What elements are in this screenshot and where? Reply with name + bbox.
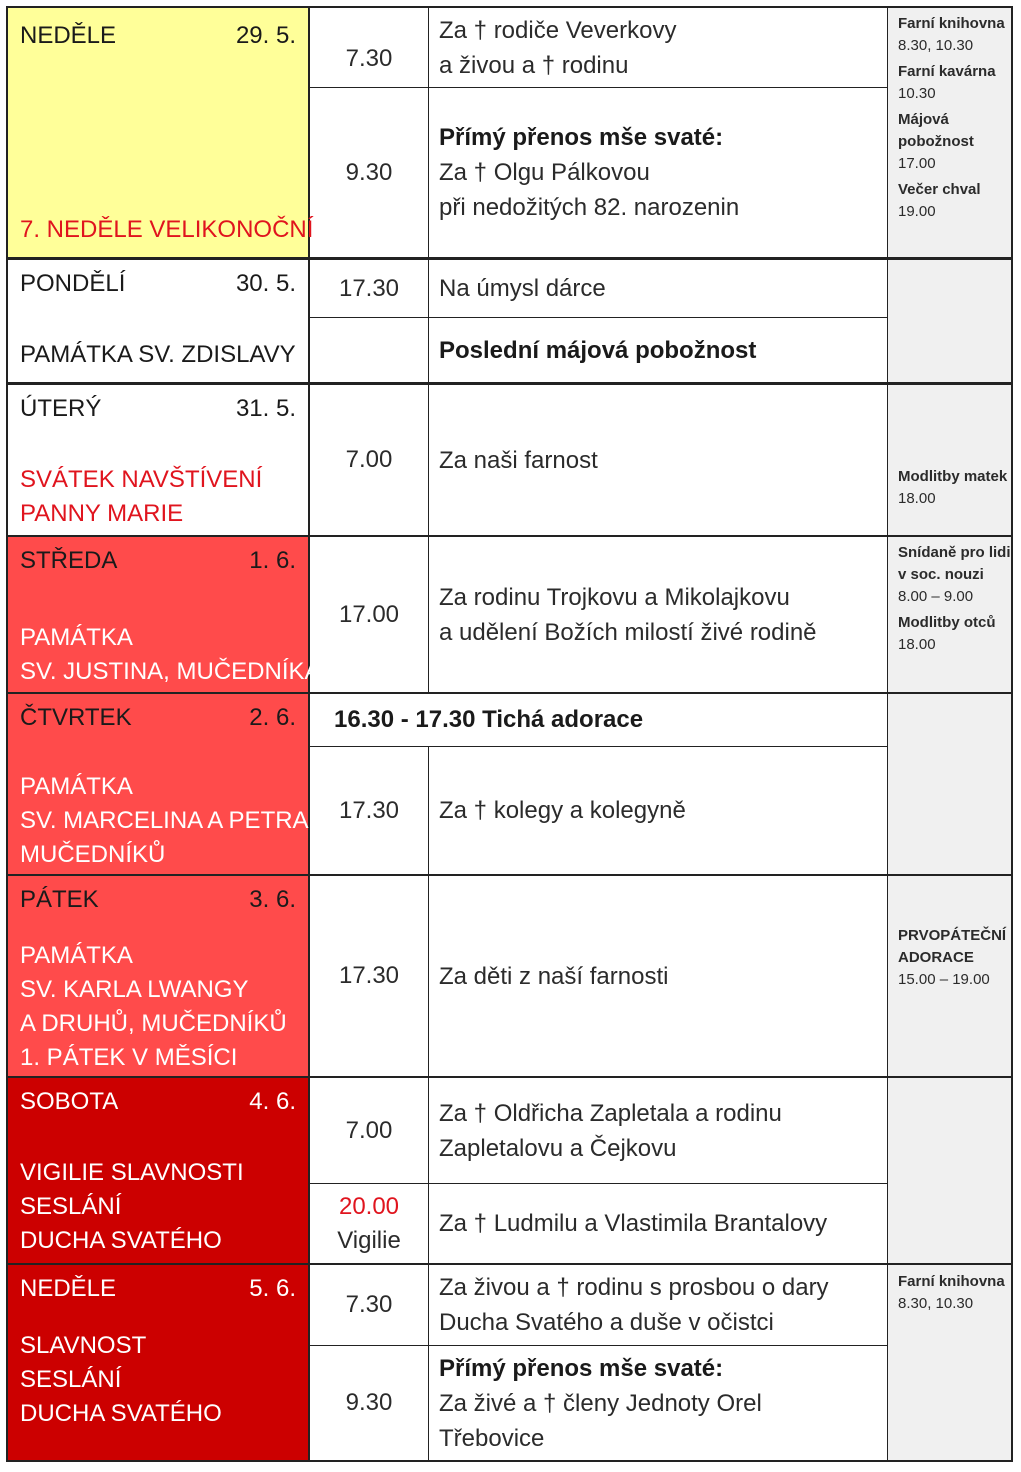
feast-name: PAMÁTKA SV. ZDISLAVY [20,341,296,368]
mass-time: 7.30 [345,1291,393,1318]
mass-intention: Za naši farnost [439,446,598,474]
day-name: ÚTERÝ [20,395,102,422]
mass-intention: Na úmysl dárce [439,275,606,302]
feast-name: SVÁTEK NAVŠTÍVENÍ PANNY MARIE [20,466,263,527]
day-date: 30. 5. [235,270,296,297]
day-name: STŘEDA [20,547,118,574]
feast-name: 7. NEDĚLE VELIKONOČNÍ [20,216,314,243]
mass-time: 9.30 [345,1389,393,1416]
mass-intention: Za rodinu Trojkovu a Mikolajkovu a udělení Božích milostí živé rodině [439,583,817,646]
day-name: NEDĚLE [20,1275,117,1302]
day-date: 4. 6. [249,1088,296,1115]
day-date: 31. 5. [235,395,296,422]
mass-time: 17.00 [338,600,400,628]
mass-intention: Přímý přenos mše svaté: Za živé a † členy Jednoty Orel Třebovice [439,1354,762,1452]
mass-time: 7.00 [345,1116,393,1144]
mass-intention: Za † Oldřicha Zapletala a rodinu Zapletalovu a Čejkovu [439,1099,782,1162]
feast-name: VIGILIE SLAVNOSTI SESLÁNÍ DUCHA SVATÉHO [20,1159,244,1254]
day-cell [8,260,308,382]
day-cell [8,537,321,692]
feast-name: PAMÁTKA SV. JUSTINA, MUČEDNÍKA [20,624,321,685]
feast-name: SLAVNOST SESLÁNÍ DUCHA SVATÉHO [20,1332,222,1427]
day-cell [8,385,308,535]
day-date: 2. 6. [249,704,296,731]
feast-name: PAMÁTKA SV. KARLA LWANGY A DRUHŮ, MUČEDNÍKŮ 1. PÁTEK V MĚSÍCI [20,942,287,1071]
mass-intention: Za živou a † rodinu s prosbou o dary Ducha Svatého a duše v očistci [439,1274,829,1336]
adoration-row: 16.30 - 17.30 Tichá adorace [334,706,644,733]
mass-time: 7.30 [345,44,393,72]
notes-cell: Farní knihovna 8.30, 10.30 [898,1273,1005,1312]
notes-cell: PRVOPÁTEČNÍ ADORACE 15.00 – 19.00 [898,927,1007,988]
notes-cell: Farní knihovna 8.30, 10.30 Farní kavárna 10.30 Májová pobožnost 17.00 Večer chval 19.00 [898,15,1005,220]
day-name: ČTVRTEK [20,704,132,731]
mass-time: 17.30 [338,962,400,989]
mass-intention: Za † Ludmilu a Vlastimila Brantalovy [439,1210,828,1237]
day-date: 1. 6. [249,547,296,574]
day-name: NEDĚLE [20,22,117,49]
day-date: 5. 6. [249,1275,296,1302]
day-cell [8,876,308,1076]
day-name: PONDĚLÍ [20,270,126,297]
mass-intention: Přímý přenos mše svaté: Za † Olgu Pálkovou při nedožitých 82. narozenin [439,124,740,221]
mass-intention: Za † rodiče Veverkovy a živou a † rodinu [439,16,677,79]
notes-cell: Modlitby matek 18.00 [898,468,1008,507]
day-date: 29. 5. [235,22,296,49]
day-cell [8,1265,308,1460]
day-date: 3. 6. [249,886,296,913]
mass-time: 9.30 [345,158,393,186]
mass-time: 17.30 [338,796,400,824]
mass-subtitle: Vigilie [337,1226,401,1254]
mass-time: 7.00 [345,446,393,473]
day-cell [8,1078,308,1263]
day-name: PÁTEK [20,886,99,913]
day-cell [8,694,316,874]
mass-intention: Za † kolegy a kolegyně [439,797,686,824]
day-name: SOBOTA [20,1088,119,1115]
mass-intention: Poslední májová pobožnost [439,336,757,364]
feast-name: PAMÁTKA SV. MARCELINA A PETRA, MUČEDNÍKŮ [20,773,316,868]
mass-time: 20.00 Vigilie [310,1184,428,1263]
mass-time: 17.30 [338,274,400,302]
mass-intention: Za děti z naší farnosti [439,962,669,990]
day-cell [8,8,314,257]
notes-cell: Snídaně pro lidi v soc. nouzi 8.00 – 9.00 Modlitby otců 18.00 [898,544,1011,653]
